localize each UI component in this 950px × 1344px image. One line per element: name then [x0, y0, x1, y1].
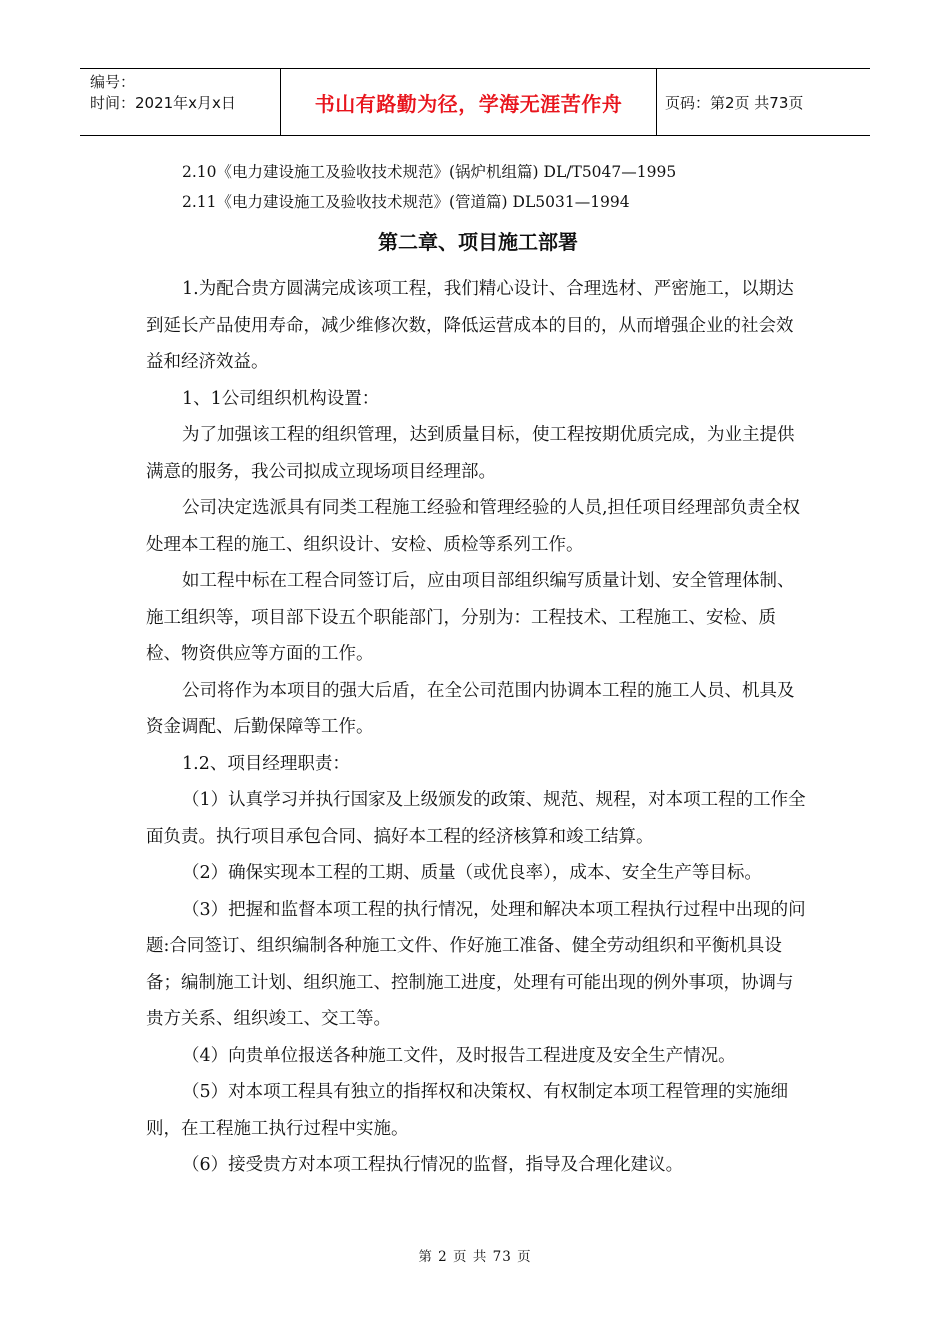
duty-item: （2）确保实现本工程的工期、质量（或优良率），成本、安全生产等目标。	[182, 863, 762, 883]
document-number-label: 编号：	[90, 73, 136, 91]
paragraph: 为了加强该工程的组织管理，达到质量目标，使工程按期优质完成，为业主提供满意的服务，我公司拟成立现场项目经理部。	[146, 425, 795, 482]
paragraph: 如工程中标在工程合同签订后，应由项目部组织编写质量计划、安全管理体制、施工组织等，项目部下设五个职能部门，分别为：工程技术、工程施工、安检、质检、物资供应等方面的工作。	[146, 571, 795, 664]
page-header	[80, 68, 870, 136]
reference-item: 2.11《电力建设施工及验收技术规范》(管道篇) DL5031—1994	[182, 193, 630, 211]
duty-item: （3）把握和监督本项工程的执行情况，处理和解决本项工程执行过程中出现的问题:合同签订、组织编制各种施工文件、作好施工准备、健全劳动组织和平衡机具设备；编制施工计划、组织施工、控制施工进度，处理有可能出现的例外事项，协调与贵方关系、组织竣工、交工等。	[146, 899, 806, 1029]
duty-item: （5）对本项工程具有独立的指挥权和决策权、有权制定本项工程管理的实施细则，在工程施工执行过程中实施。	[146, 1082, 789, 1139]
header-motto: 书山有路勤为径，学海无涯苦作舟	[281, 69, 657, 135]
paragraph: 公司将作为本项目的强大后盾，在全公司范围内协调本工程的施工人员、机具及资金调配、后勤保障等工作。	[146, 680, 795, 737]
document-body	[146, 157, 810, 1184]
paragraph: 1.为配合贵方圆满完成该项工程，我们精心设计、合理选材、严密施工，以期达到延长产品使用寿命，减少维修次数，降低运营成本的目的，从而增强企业的社会效益和经济效益。	[146, 279, 794, 372]
page-footer: 第 2 页 共 73 页	[418, 1249, 532, 1265]
duty-item: （1）认真学习并执行国家及上级颁发的政策、规范、规程，对本项工程的工作全面负责。执行项目承包合同、搞好本工程的经济核算和竣工结算。	[146, 790, 806, 847]
section-heading: 1、1公司组织机构设置：	[182, 388, 380, 409]
paragraph: 公司决定选派具有同类工程施工经验和管理经验的人员,担任项目经理部负责全权处理本工程的施工、组织设计、安检、质检等系列工作。	[146, 498, 801, 555]
duty-item: （6）接受贵方对本项工程执行情况的监督，指导及合理化建议。	[182, 1155, 684, 1175]
duty-item: （4）向贵单位报送各种施工文件，及时报告工程进度及安全生产情况。	[182, 1045, 736, 1066]
document-time-label: 时间：2021年x月x日	[90, 94, 236, 112]
chapter-title: 第二章、项目施工部署	[378, 230, 578, 254]
reference-item: 2.10《电力建设施工及验收技术规范》(锅炉机组篇) DL/T5047—1995	[182, 163, 677, 181]
section-heading: 1.2、项目经理职责：	[182, 753, 350, 774]
header-meta	[80, 69, 281, 135]
header-page-info: 页码：第2页 共73页	[665, 93, 804, 112]
